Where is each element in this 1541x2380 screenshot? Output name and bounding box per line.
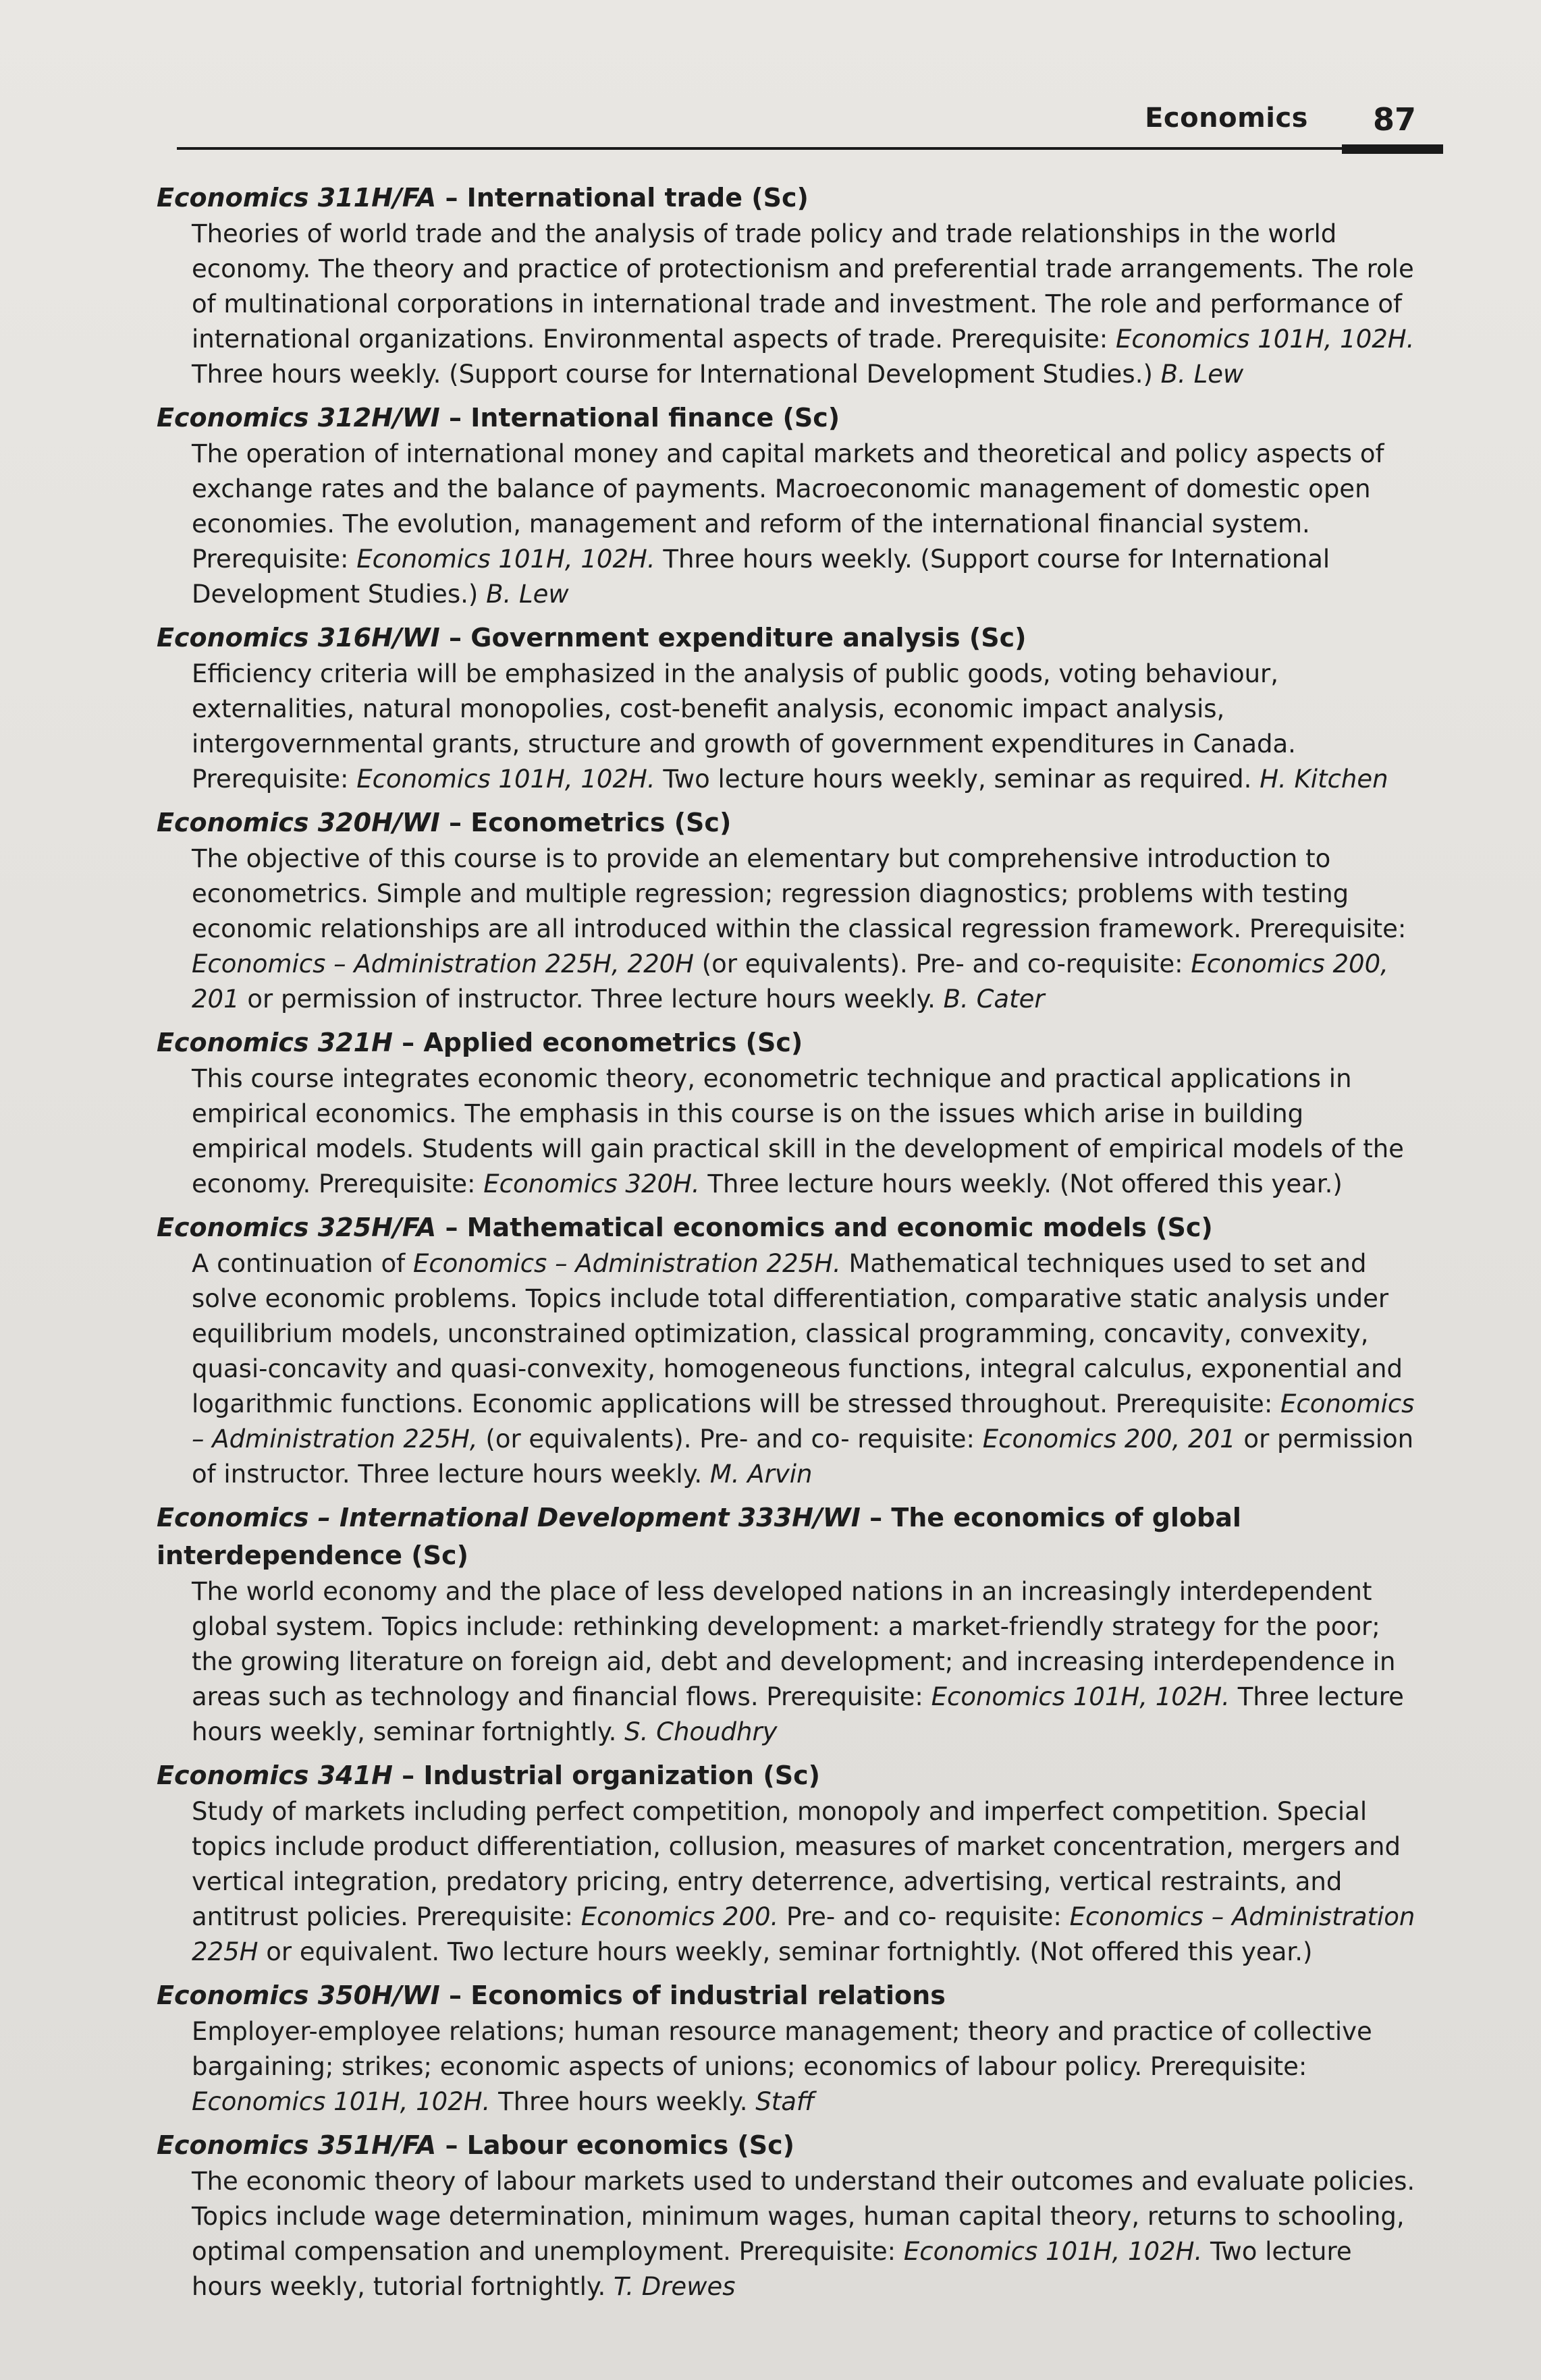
course-entry	[157, 399, 1426, 612]
course-code: Economics 312H/WI	[157, 403, 440, 433]
page-number: 87	[1372, 101, 1416, 138]
course-entry	[157, 1499, 1426, 1750]
course-prerequisite: Economics 200, 201	[982, 1424, 1236, 1454]
course-description	[192, 1794, 1426, 1970]
course-code: Economics 325H/FA	[157, 1213, 437, 1242]
course-title: – Applied econometrics (Sc)	[392, 1028, 803, 1057]
section-title: Economics	[1145, 103, 1308, 134]
course-description	[192, 1061, 1426, 1202]
course-instructor: Staff	[755, 2087, 815, 2116]
course-code: Economics 311H/FA	[157, 183, 437, 213]
course-text: Two lecture hours weekly, tutorial fortnightly.	[192, 2237, 1352, 2301]
header-rule	[177, 147, 1443, 150]
course-heading	[157, 1499, 1426, 1574]
course-title: – International finance (Sc)	[439, 403, 840, 433]
course-text: Pre- and co- requisite:	[778, 1902, 1070, 1931]
course-entry	[157, 619, 1426, 797]
course-title: – International trade (Sc)	[436, 183, 809, 213]
course-text: Efficiency criteria will be emphasized in the analysis of public goods, voting behaviour, externalities, natural monopolies, cost-benefit analysis, economic impact analysis, intergovernmental grants, structure and growth of government expenditures in Canada. Prerequisite:	[192, 659, 1296, 794]
course-text: Two lecture hours weekly, seminar as required.	[655, 765, 1260, 794]
course-title: – Government expenditure analysis (Sc)	[439, 623, 1027, 653]
course-heading	[157, 399, 1426, 437]
course-description	[192, 2014, 1426, 2120]
course-text: Theories of world trade and the analysis of trade policy and trade relationships in the world economy. The theory and practice of protectionism and preferential trade arrangements. The role of multinational corporations in international trade and investment. The role and performance of international organizations. Environmental aspects of trade. Prerequisite:	[192, 219, 1414, 354]
course-description	[192, 2164, 1426, 2304]
course-instructor: T. Drewes	[614, 2272, 736, 2301]
course-code: Economics 341H	[157, 1761, 393, 1790]
course-text: Three lecture hours weekly. (Not offered this year.)	[699, 1169, 1343, 1198]
page-header	[177, 101, 1443, 165]
course-code: Economics 351H/FA	[157, 2130, 437, 2160]
course-text: This course integrates economic theory, econometric technique and practical applications in empirical economics. The emphasis in this course is on the issues which arise in building empirical models. Students will gain practical skill in the development of empirical models of the economy. Prerequisite:	[192, 1064, 1404, 1198]
course-entry	[157, 2126, 1426, 2304]
course-heading	[157, 804, 1426, 841]
course-title: – The economics of global interdependence (Sc)	[157, 1503, 1241, 1570]
course-entry	[157, 1976, 1426, 2120]
course-prerequisite: Economics 101H, 102H.	[931, 1682, 1230, 1711]
course-code: Economics 316H/WI	[157, 623, 440, 653]
course-text: (or equivalents). Pre- and co-requisite:	[693, 949, 1191, 978]
course-instructor: S. Choudhry	[624, 1717, 778, 1746]
course-text: or permission of instructor. Three lecture hours weekly.	[239, 985, 944, 1014]
course-description	[192, 1246, 1426, 1492]
course-prerequisite: Economics 320H.	[483, 1169, 700, 1198]
course-heading	[157, 1024, 1426, 1061]
course-title: – Mathematical economics and economic models (Sc)	[436, 1213, 1213, 1242]
course-text: Mathematical techniques used to set and solve economic problems. Topics include total differentiation, comparative static analysis under equilibrium models, unconstrained optimization, classical programming, concavity, convexity, quasi-concavity and quasi-convexity, homogeneous functions, integral calculus, exponential and logarithmic functions. Economic applications will be stressed throughout. Prerequisite:	[192, 1249, 1403, 1418]
course-instructor: M. Arvin	[709, 1460, 813, 1489]
course-text: The operation of international money and capital markets and theoretical and policy aspects of exchange rates and the balance of payments. Macroeconomic management of domestic open economies. The evolution, management and reform of the international financial system. Prerequisite:	[192, 439, 1384, 574]
course-prerequisite: Economics 101H, 102H.	[356, 545, 655, 574]
course-instructor: B. Lew	[486, 580, 569, 609]
course-description	[192, 217, 1426, 392]
course-heading	[157, 1209, 1426, 1246]
course-entry	[157, 179, 1426, 392]
course-entry	[157, 1209, 1426, 1492]
course-code: Economics – International Development 333H/WI	[157, 1503, 861, 1532]
course-title: – Econometrics (Sc)	[439, 808, 732, 837]
course-instructor: H. Kitchen	[1260, 765, 1388, 794]
header-rule-tab	[1342, 144, 1443, 154]
course-title: – Economics of industrial relations	[439, 1981, 946, 2010]
course-code: Economics 320H/WI	[157, 808, 440, 837]
course-text: (or equivalents). Pre- and co- requisite:	[477, 1424, 983, 1454]
course-prerequisite: Economics 101H, 102H.	[1116, 325, 1415, 354]
course-text: The world economy and the place of less developed nations in an increasingly interdependent global system. Topics include: rethinking development: a market-friendly strategy for the poor; the growing literature on foreign aid, debt and development; and increasing interdependence in areas such as technology and financial flows. Prerequisite:	[192, 1577, 1396, 1711]
course-description	[192, 657, 1426, 797]
course-text: A continuation of	[192, 1249, 413, 1278]
course-text: Study of markets including perfect competition, monopoly and imperfect competition. Special topics include product differentiation, collusion, measures of market concentration, mergers and vertical integration, predatory pricing, entry deterrence, advertising, vertical restraints, and antitrust policies. Prerequisite:	[192, 1797, 1401, 1931]
course-description	[192, 841, 1426, 1017]
course-entry	[157, 1756, 1426, 1970]
course-prerequisite: Economics 101H, 102H.	[903, 2237, 1203, 2266]
course-prerequisite: Economics – Administration 225H.	[412, 1249, 841, 1278]
course-description	[192, 1574, 1426, 1750]
course-list	[157, 179, 1426, 2311]
course-heading	[157, 1976, 1426, 2014]
course-prerequisite: Economics 101H, 102H.	[192, 2087, 491, 2116]
course-text: or permission of instructor. Three lecture hours weekly.	[192, 1424, 1414, 1489]
course-instructor: B. Cater	[943, 985, 1045, 1014]
course-description	[192, 437, 1426, 612]
course-prerequisite: Economics – Administration 225H,	[192, 1389, 1415, 1454]
course-title: – Industrial organization (Sc)	[392, 1761, 820, 1790]
course-prerequisite: Economics 200.	[580, 1902, 779, 1931]
course-heading	[157, 619, 1426, 657]
course-instructor: B. Lew	[1160, 360, 1244, 389]
course-title: – Labour economics (Sc)	[436, 2130, 795, 2160]
course-entry	[157, 1024, 1426, 1202]
course-heading	[157, 2126, 1426, 2164]
course-prerequisite: Economics 101H, 102H.	[356, 765, 655, 794]
course-text: Three hours weekly. (Support course for International Development Studies.)	[192, 360, 1161, 389]
course-prerequisite: Economics 200, 201	[192, 949, 1388, 1014]
course-heading	[157, 1756, 1426, 1794]
course-heading	[157, 179, 1426, 217]
course-prerequisite: Economics – Administration 225H	[192, 1902, 1415, 1966]
course-text: Three hours weekly. (Support course for International Development Studies.)	[192, 545, 1330, 609]
course-text: The economic theory of labour markets used to understand their outcomes and evaluate policies. Topics include wage determination, minimum wages, human capital theory, returns to schooling, optimal compensation and unemployment. Prerequisite:	[192, 2167, 1415, 2266]
course-text: Three hours weekly.	[490, 2087, 756, 2116]
course-prerequisite: Economics – Administration 225H, 220H	[192, 949, 694, 978]
course-code: Economics 350H/WI	[157, 1981, 440, 2010]
course-code: Economics 321H	[157, 1028, 393, 1057]
course-text: or equivalent. Two lecture hours weekly, seminar fortnightly. (Not offered this year.)	[258, 1937, 1313, 1966]
course-text: The objective of this course is to provide an elementary but comprehensive introduction to econometrics. Simple and multiple regression; regression diagnostics; problems with testing economic relationships are all introduced within the classical regression framework. Prerequisite:	[192, 844, 1407, 943]
course-text: Employer-employee relations; human resource management; theory and practice of collective bargaining; strikes; economic aspects of unions; economics of labour policy. Prerequisite:	[192, 2017, 1372, 2081]
course-entry	[157, 804, 1426, 1017]
course-text: Three lecture hours weekly, seminar fortnightly.	[192, 1682, 1404, 1746]
